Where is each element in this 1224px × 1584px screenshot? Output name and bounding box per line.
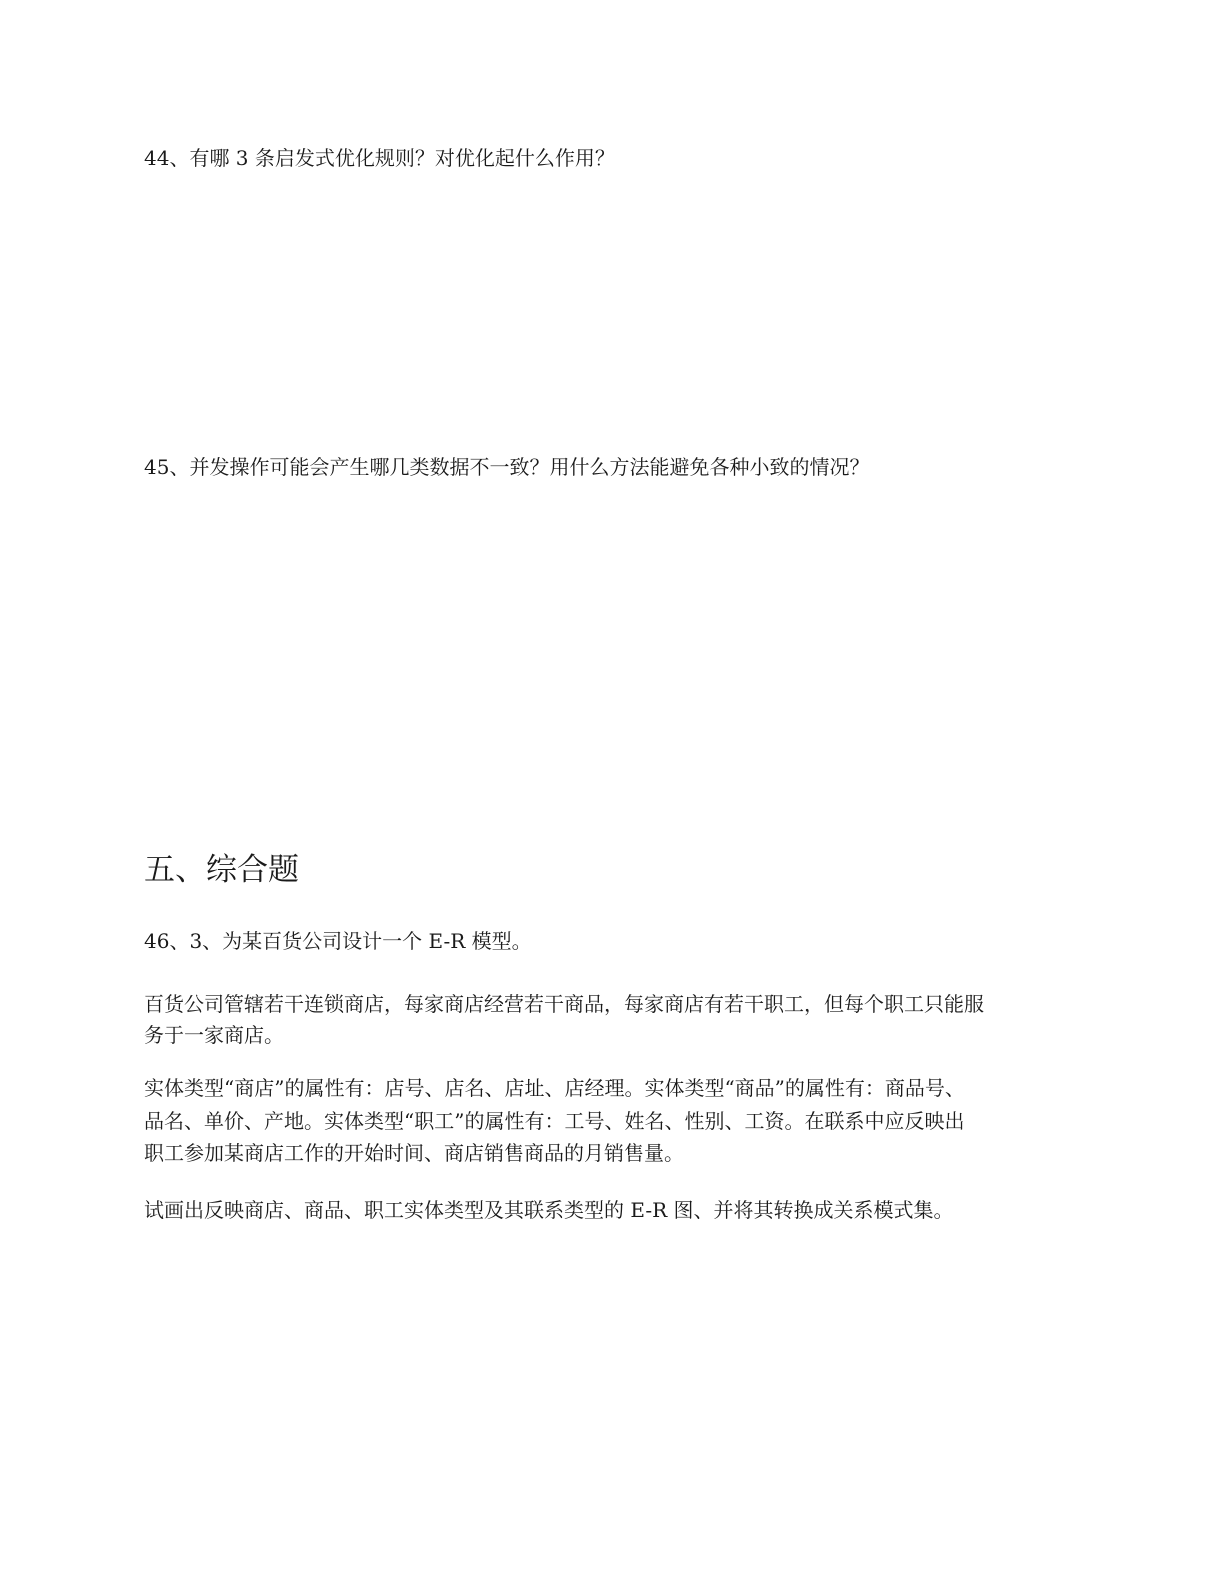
section-heading: 五、综合题 (144, 852, 299, 888)
question-45: 45、并发操作可能会产生哪几类数据不一致？用什么方法能避免各种小致的情况？ (144, 455, 870, 479)
paragraph-1-line-1: 百货公司管辖若干连锁商店，每家商店经营若干商品，每家商店有若干职工，但每个职工只能服 (144, 992, 984, 1016)
question-44: 44、有哪 3 条启发式优化规则？对优化起什么作用？ (144, 146, 615, 170)
question-46-title: 46、3、为某百货公司设计一个 E-R 模型。 (144, 929, 532, 953)
paragraph-2-line-1: 实体类型“商店”的属性有：店号、店名、店址、店经理。实体类型“商品”的属性有：商品号、 (144, 1076, 965, 1100)
paragraph-2-line-2: 品名、单价、产地。实体类型“职工”的属性有：工号、姓名、性别、工资。在联系中应反映出 (144, 1109, 965, 1133)
paragraph-1-line-2: 务于一家商店。 (144, 1023, 284, 1047)
paragraph-2-line-3: 职工参加某商店工作的开始时间、商店销售商品的月销售量。 (144, 1141, 684, 1165)
paragraph-3: 试画出反映商店、商品、职工实体类型及其联系类型的 E-R 图、并将其转换成关系模式集。 (144, 1198, 954, 1222)
